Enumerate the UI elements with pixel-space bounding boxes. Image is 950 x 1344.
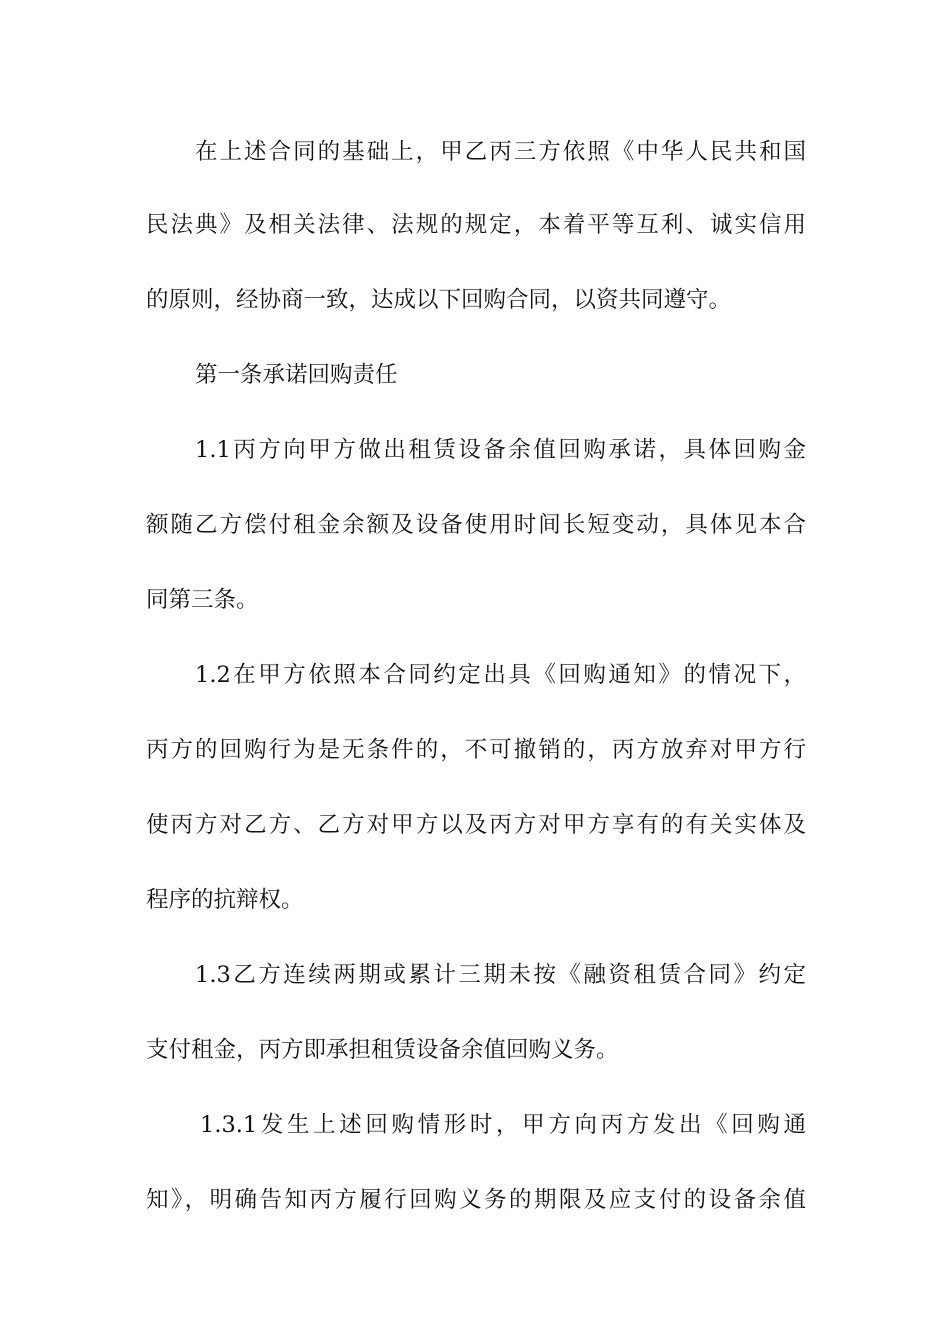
paragraph-line: 同第三条。 [146, 587, 259, 613]
paragraph-line: 的原则，经协商一致，达成以下回购合同，以资共同遵守。 [146, 287, 732, 313]
paragraph-line: 在上述合同的基础上，甲乙丙三方依照《中华人民共和国 [195, 139, 806, 165]
paragraph-line: 1.3.1发生上述回购情形时，甲方向丙方发出《回购通 [200, 1112, 806, 1138]
paragraph-line: 民法典》及相关法律、法规的规定，本着平等互利、诚实信用 [146, 212, 806, 238]
paragraph-line: 额随乙方偿付租金余额及设备使用时间长短变动，具体见本合 [146, 512, 806, 538]
paragraph-line: 丙方的回购行为是无条件的，不可撤销的，丙方放弃对甲方行 [146, 737, 806, 763]
paragraph-line: 1.3乙方连续两期或累计三期未按《融资租赁合同》约定 [195, 962, 806, 988]
paragraph-line: 知》，明确告知丙方履行回购义务的期限及应支付的设备余值 [146, 1187, 806, 1213]
paragraph-line: 程序的抗辩权。 [146, 887, 304, 913]
paragraph-line: 支付租金，丙方即承担租赁设备余值回购义务。 [146, 1037, 619, 1063]
paragraph-line: 1.2在甲方依照本合同约定出具《回购通知》的情况下， [195, 662, 806, 688]
paragraph-line: 使丙方对乙方、乙方对甲方以及丙方对甲方享有的有关实体及 [146, 812, 806, 838]
section-heading: 第一条承诺回购责任 [195, 362, 398, 388]
paragraph-line: 1.1丙方向甲方做出租赁设备余值回购承诺，具体回购金 [195, 437, 806, 463]
